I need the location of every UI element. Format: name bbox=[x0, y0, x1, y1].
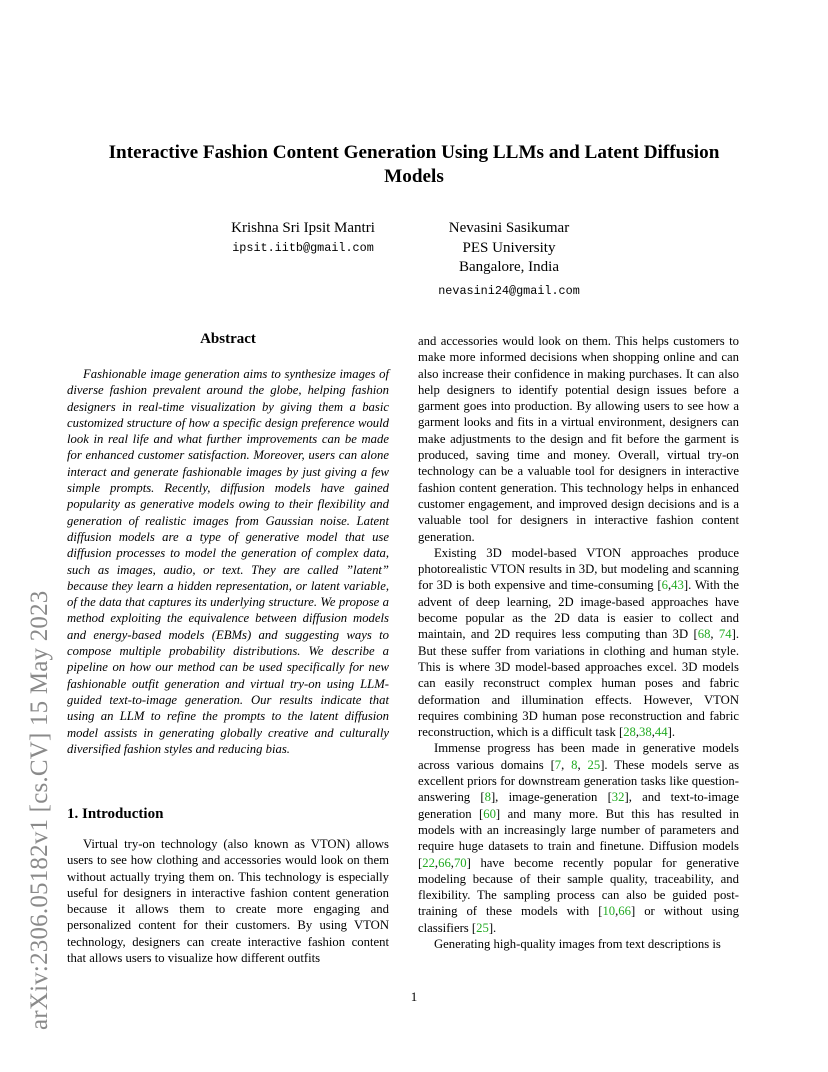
citation-link[interactable]: 25 bbox=[476, 920, 489, 935]
citation-link[interactable]: 66 bbox=[438, 855, 451, 870]
intro-heading: 1. Introduction bbox=[67, 806, 164, 822]
abstract-text: Fashionable image generation aims to synthesize images of diverse fashion prevalent around the globe, helping fashion designers in real-time visualization by giving them a basic customized structure of how a specific design preference would look in real life and what further improvements can be made for enhanced customer satisfaction. Moreover, users can alone interact and generate fashionable images by just giving a few simple prompts. Recently, diffusion models have gained popularity as generative models owing to their flexibility and generation of realistic images from Gaussian noise. Latent diffusion models are a type of generative model that use diffusion processes to model the generation of complex data, such as images, audio, or text. They are called ”latent” because they learn a hidden representation, or latent variable, of the data that captures its underlying structure. We propose a method exploiting the equivalence between diffusion models and energy-based models (EBMs) and suggesting ways to compose multiple probability distributions. We describe a pipeline on how our method can be used specifically for new fashionable outfit generation and virtual try-on using LLM-guided text-to-image generation. Our results indicate that using an LLM to refine the prompts to the latent diffusion model assists in generating globally creative and culturally diversified fashion styles and reducing bias. bbox=[67, 367, 389, 756]
page-number: 1 bbox=[410, 989, 418, 1004]
citation-link[interactable]: 43 bbox=[671, 578, 684, 593]
paper-title: Interactive Fashion Content Generation Using LLMs and Latent Diffusion Models bbox=[108, 142, 720, 187]
citation-link[interactable]: 66 bbox=[618, 904, 631, 919]
right-paragraph-3: Immense progress has been made in generative models across various domains [7, 8, 25]. These models serve as excellent priors for downstream generation tasks like question-answering [8], image-generation [32], and text-to-image generation [60] and many more. But this has resulted in models with an increasingly large number of parameters and require huge datasets to train and finetune. Diffusion models [22,66,70] have become recently popular for generative modeling because of their sample quality, traceability, and flexibility. The sampling process can also be guided post-training of these models with [10,66] or without using classifiers [25]. bbox=[418, 741, 740, 935]
author-1-name: Krishna Sri Ipsit Mantri bbox=[231, 220, 375, 236]
author-2-location: Bangalore, India bbox=[459, 259, 559, 275]
arxiv-stamp: arXiv:2306.05182v1 [cs.CV] 15 May 2023 bbox=[26, 590, 53, 1030]
citation-link[interactable]: 74 bbox=[718, 627, 732, 642]
citation-link[interactable]: 60 bbox=[483, 806, 496, 821]
abstract-heading: Abstract bbox=[200, 331, 256, 347]
citation-link[interactable]: 70 bbox=[453, 855, 467, 870]
author-2-email: nevasini24@gmail.com bbox=[438, 283, 580, 298]
citation-link[interactable]: 25 bbox=[587, 757, 601, 772]
right-paragraph-4: Generating high-quality images from text descriptions is bbox=[434, 936, 721, 951]
citation-link[interactable]: 6 bbox=[661, 578, 668, 593]
author-2 bbox=[418, 219, 600, 301]
citation-link[interactable]: 10 bbox=[602, 904, 616, 919]
intro-paragraph-1: Virtual try-on technology (also known as VTON) allows users to see how clothing and accessories would look on them without actually trying them on. This technology is especially useful for designers in interactive fashion content generation because it allows them to create more engaging and personalized content for their customers. By using VTON technology, designers can create interactive fashion content that allows users to visualize how different outfits bbox=[67, 837, 389, 966]
right-paragraph-1: and accessories would look on them. This helps customers to make more informed decisions when shopping online and can also increase their confidence in making purchases. It can also help designers to identify potential design issues before a garment goes into production. By allowing users to see how a garment looks and fits in a virtual environment, designers can make adjustments to the design and fit before the garment is produced, saving time and money. Overall, virtual try-on technology can be a valuable tool for designers in interactive fashion content generation. This technology helps in enhanced customer engagement, and improved design decisions and is a valuable tool for designers in interactive fashion content generation. bbox=[418, 334, 739, 544]
author-1-email: ipsit.iitb@gmail.com bbox=[232, 240, 374, 255]
citation-link[interactable]: 38 bbox=[639, 725, 652, 740]
author-2-affiliation: PES University bbox=[462, 239, 556, 256]
citation-link[interactable]: 32 bbox=[611, 790, 625, 805]
citation-link[interactable]: 8 bbox=[571, 757, 578, 772]
abstract-body bbox=[67, 366, 389, 757]
author-1 bbox=[214, 219, 392, 258]
right-paragraph-2: Existing 3D model-based VTON approaches produce photorealistic VTON results in 3D, but modeling and scanning for 3D is both expensive and time-consuming [6,43]. With the advent of deep learning, 2D image-based approaches have become popular as the 2D data is easier to collect and maintain, and 2D requires less computing than 3D [68, 74]. But these suffer from variations in clothing and human style. This is where 3D model-based approaches excel. 3D models can easily reconstruct complex human poses and fabric deformation and illumination effects. However, VTON requires combining 3D human pose reconstruction and fabric reconstruction, which is a difficult task [28,38,44]. bbox=[418, 545, 739, 740]
citation-link[interactable]: 68 bbox=[697, 627, 711, 642]
citation-link[interactable]: 7 bbox=[554, 757, 562, 772]
right-column bbox=[418, 333, 739, 952]
author-2-name: Nevasini Sasikumar bbox=[448, 220, 570, 236]
citation-link[interactable]: 22 bbox=[422, 855, 435, 870]
citation-link[interactable]: 28 bbox=[623, 725, 636, 740]
citation-link[interactable]: 44 bbox=[654, 725, 668, 740]
intro-body bbox=[67, 836, 389, 966]
citation-link[interactable]: 8 bbox=[484, 790, 491, 805]
